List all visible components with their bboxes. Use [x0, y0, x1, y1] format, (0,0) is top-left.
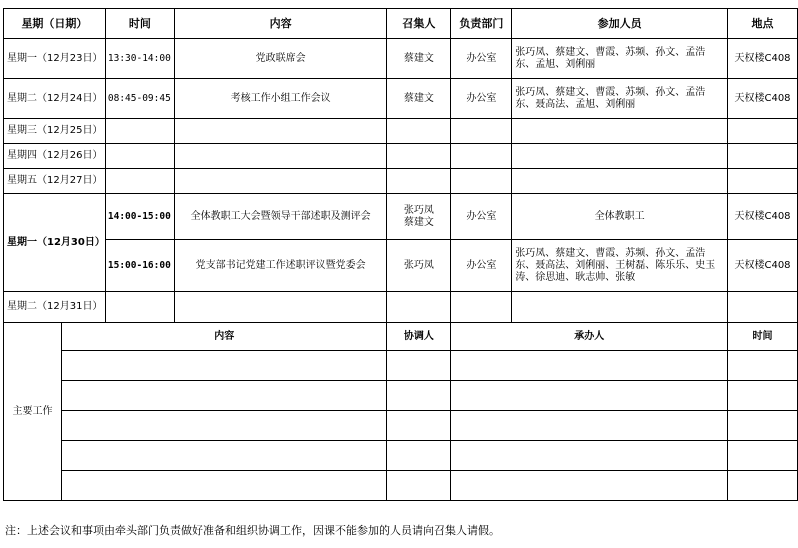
main-work-header-row: [4, 323, 798, 351]
header-day: 星期（日期）: [4, 9, 106, 39]
location-cell: 天权楼C408: [728, 240, 798, 292]
time-cell: 13:30-14:00: [105, 39, 174, 79]
participants-cell: 全体教职工: [512, 194, 728, 240]
header-content: 内容: [174, 9, 387, 39]
table-row: [4, 39, 798, 79]
convener-cell: 张巧凤 蔡建文: [387, 194, 451, 240]
content-cell: 党支部书记党建工作述职评议暨党委会: [174, 240, 387, 292]
day-cell: 星期二（12月31日）: [4, 292, 106, 323]
header-dept: 负责部门: [451, 9, 512, 39]
location-cell: 天权楼C408: [728, 194, 798, 240]
main-work-row: [4, 471, 798, 501]
header-location: 地点: [728, 9, 798, 39]
table-row: [4, 144, 798, 169]
time-cell: 08:45-09:45: [105, 79, 174, 119]
participants-cell: 张巧凤、蔡建文、曹霞、苏频、孙文、孟浩东、孟旭、刘俐丽: [512, 39, 728, 79]
dept-cell: 办公室: [451, 194, 512, 240]
day-cell: 星期二（12月24日）: [4, 79, 106, 119]
table-row: [4, 119, 798, 144]
day-cell: 星期一（12月23日）: [4, 39, 106, 79]
content-cell: 考核工作小组工作会议: [174, 79, 387, 119]
time-cell: 14:00-15:00: [105, 194, 174, 240]
main-work-label: 主要工作: [4, 323, 62, 501]
main-work-row: [4, 381, 798, 411]
dept-cell: 办公室: [451, 79, 512, 119]
dept-cell: 办公室: [451, 240, 512, 292]
table-row: [4, 194, 798, 240]
main-work-header-coordinator: 协调人: [387, 323, 451, 351]
table-row: [4, 79, 798, 119]
day-cell: 星期五（12月27日）: [4, 169, 106, 194]
participants-cell: 张巧凤、蔡建文、曹霞、苏频、孙文、孟浩东、聂高法、刘俐丽、王树磊、陈乐乐、史玉涛、徐思迪、耿志帅、张敏: [512, 240, 728, 292]
table-row: [4, 292, 798, 323]
content-cell: 党政联席会: [174, 39, 387, 79]
table-row: [4, 169, 798, 194]
table-header-row: [4, 9, 798, 39]
day-cell: 星期一（12月30日）: [4, 194, 106, 292]
main-work-header-organizer: 承办人: [451, 323, 728, 351]
footnote: 注：上述会议和事项由牵头部门负责做好准备和组织协调工作，因课不能参加的人员请向召集人请假。: [5, 524, 500, 537]
main-work-header-time: 时间: [728, 323, 798, 351]
schedule-table: [3, 8, 798, 501]
main-work-row: [4, 411, 798, 441]
header-convener: 召集人: [387, 9, 451, 39]
main-work-row: [4, 351, 798, 381]
content-cell: 全体教职工大会暨领导干部述职及测评会: [174, 194, 387, 240]
header-time: 时间: [105, 9, 174, 39]
participants-cell: 张巧凤、蔡建文、曹霞、苏频、孙文、孟浩东、聂高法、孟旭、刘俐丽: [512, 79, 728, 119]
main-work-header-content: 内容: [61, 323, 387, 351]
day-cell: 星期四（12月26日）: [4, 144, 106, 169]
main-work-row: [4, 441, 798, 471]
location-cell: 天权楼C408: [728, 79, 798, 119]
day-cell: 星期三（12月25日）: [4, 119, 106, 144]
header-participants: 参加人员: [512, 9, 728, 39]
table-row: [4, 240, 798, 292]
time-cell: 15:00-16:00: [105, 240, 174, 292]
convener-cell: 蔡建文: [387, 39, 451, 79]
dept-cell: 办公室: [451, 39, 512, 79]
location-cell: 天权楼C408: [728, 39, 798, 79]
convener-cell: 蔡建文: [387, 79, 451, 119]
convener-cell: 张巧凤: [387, 240, 451, 292]
